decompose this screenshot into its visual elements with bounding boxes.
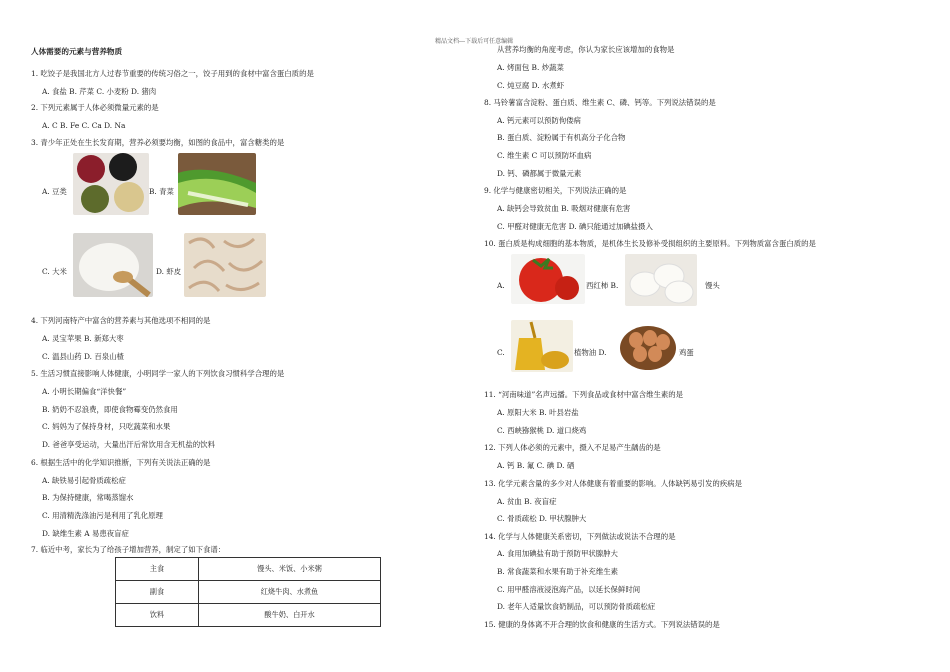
menu-category: 饮料 <box>116 604 199 627</box>
greens-icon <box>178 153 256 215</box>
image-option-label: 馒头 <box>705 281 720 290</box>
answer-option: B. 常食蔬菜和水果有助于补充维生素 <box>497 567 618 576</box>
answer-option: D. 爸爸享受运动，大量出汗后常饮用含无机盐的饮料 <box>42 440 215 449</box>
egg-icon <box>618 320 678 372</box>
greens-image <box>178 153 256 215</box>
answer-option: B. 蛋白质、淀粉属于有机高分子化合物 <box>497 133 626 142</box>
question-text: 15. 健康的身体离不开合理的饮食和健康的生活方式。下列说法错误的是 <box>484 620 720 629</box>
rice-image <box>73 233 153 297</box>
question-text: 11. “河南味道”名声远播。下列食品或食材中富含维生素的是 <box>484 390 684 399</box>
image-option-label: A. <box>497 281 505 290</box>
answer-option: A. 贫血 B. 夜盲症 <box>497 497 557 506</box>
steamed-buns-image <box>625 254 697 306</box>
answer-option: C. 维生素 C 可以预防坏血病 <box>497 151 592 160</box>
question-text: 6. 根据生活中的化学知识推断，下列有关说法正确的是 <box>31 458 211 467</box>
eggs-image <box>618 320 678 372</box>
menu-row <box>116 558 381 581</box>
menu-items: 红烧牛肉、水煮鱼 <box>199 581 381 604</box>
image-option-label: 西红柿 B. <box>586 281 619 290</box>
answer-option: A. 小明长期偏食“洋快餐” <box>42 387 127 396</box>
tomato-image <box>511 254 585 304</box>
answer-option: B. 奶奶不忍浪费，即使食物霉变仍然食用 <box>42 405 178 414</box>
question-text: 5. 生活习惯直接影响人体健康，小明同学一家人的下列饮食习惯科学合理的是 <box>31 369 285 378</box>
answer-option: A. C B. Fe C. Ca D. Na <box>42 121 126 130</box>
answer-option: 从营养均衡的角度考虑，你认为家长应该增加的食物是 <box>497 45 675 54</box>
question-text: 10. 蛋白质是构成细胞的基本物质，是机体生长及修补受损组织的主要原料。下列物质富含蛋白质的是 <box>484 239 816 248</box>
image-option-label: B. 青菜 <box>149 187 174 196</box>
question-text: 13. 化学元素含量的多少对人体健康有着重要的影响。人体缺钙易引发的疾病是 <box>484 479 742 488</box>
answer-option: C. 用甲醛溶液浸泡海产品，以延长保鲜时间 <box>497 585 641 594</box>
question-text: 9. 化学与健康密切相关，下列说法正确的是 <box>484 186 627 195</box>
question-text: 2. 下列元素属于人体必须微量元素的是 <box>31 103 159 112</box>
question-text: 8. 马铃薯富含淀粉、蛋白质、维生素 C、磷、钙等。下列说法错误的是 <box>484 98 716 107</box>
answer-option: D. 老年人适量饮食奶制品，可以预防骨质疏松症 <box>497 602 656 611</box>
question-text: 12. 下列人体必须的元素中，摄入不足易产生龋齿的是 <box>484 443 661 452</box>
image-option-label: C. <box>497 348 505 357</box>
answer-option: A. 烤面包 B. 炒蔬菜 <box>497 63 564 72</box>
answer-option: B. 为保持健康，常喝蒸馏水 <box>42 493 134 502</box>
question-text: 7. 临近中考，家长为了给孩子增加营养，制定了如下食谱： <box>31 545 226 554</box>
menu-items: 酸牛奶、白开水 <box>199 604 381 627</box>
menu-items: 馒头、米饭、小米粥 <box>199 558 381 581</box>
answer-option: A. 食用加碘盐有助于预防甲状腺肿大 <box>497 549 618 558</box>
menu-category: 副食 <box>116 581 199 604</box>
answer-option: A. 缺钙会导致贫血 B. 吸烟对健康有危害 <box>497 204 631 213</box>
question-text: 3. 青少年正处在生长发育期，营养必须要均衡，如图的食品中，富含糖类的是 <box>31 138 285 147</box>
answer-option: C. 妈妈为了保持身材，只吃蔬菜和水果 <box>42 422 171 431</box>
beans-image <box>73 153 149 215</box>
menu-table <box>115 557 381 627</box>
answer-option: C. 甲醛对健康无危害 D. 碘只能通过加碘盐摄入 <box>497 222 653 231</box>
answer-option: C. 炖豆腐 D. 水煮虾 <box>497 81 565 90</box>
image-option-label: 鸡蛋 <box>679 348 694 357</box>
menu-row <box>116 581 381 604</box>
dried-shrimp-image <box>184 233 266 297</box>
menu-row <box>116 604 381 627</box>
answer-option: D. 钙、磷都属于微量元素 <box>497 169 582 178</box>
answer-option: C. 温县山药 D. 百泉山楂 <box>42 352 124 361</box>
question-text: 14. 化学与人体健康关系密切，下列做法或说法不合理的是 <box>484 532 676 541</box>
question-text: 1. 吃饺子是我国北方人过春节重要的传统习俗之一，饺子用到的食材中富含蛋白质的是 <box>31 69 314 78</box>
oil-icon <box>511 320 573 372</box>
answer-option: A. 钙 B. 氟 C. 碘 D. 硒 <box>497 461 575 470</box>
doc-title: 人体需要的元素与营养物质 <box>31 47 123 56</box>
answer-option: D. 缺维生素 A 易患夜盲症 <box>42 529 129 538</box>
answer-option: A. 食盐 B. 芹菜 C. 小麦粉 D. 猪肉 <box>42 87 157 96</box>
bun-icon <box>625 254 697 306</box>
vegetable-oil-image <box>511 320 573 372</box>
rice-icon <box>73 233 153 297</box>
answer-option: C. 骨质疏松 D. 甲状腺肿大 <box>497 514 587 523</box>
menu-category: 主食 <box>116 558 199 581</box>
answer-option: C. 西峡猕猴桃 D. 道口烧鸡 <box>497 426 587 435</box>
image-option-label: 植物油 D. <box>574 348 607 357</box>
answer-option: C. 用清精洗涤油污是利用了乳化原理 <box>42 511 163 520</box>
answer-option: A. 钙元素可以预防佝偻病 <box>497 116 581 125</box>
image-option-label: A. 豆类 <box>42 187 67 196</box>
image-option-label: D. 虾皮 <box>156 267 182 276</box>
answer-option: A. 原阳大米 B. 叶县岩盐 <box>497 408 579 417</box>
question-text: 4. 下列河南特产中富含的营养素与其他选项不相同的是 <box>31 316 211 325</box>
beans-icon <box>73 153 149 215</box>
answer-option: A. 灵宝苹果 B. 新郑大枣 <box>42 334 124 343</box>
image-option-label: C. 大米 <box>42 267 67 276</box>
shrimp-icon <box>184 233 266 297</box>
tomato-icon <box>511 254 585 304</box>
page-header: 精品文档---下载后可任意编辑 <box>435 38 514 45</box>
answer-option: A. 缺铁易引起骨质疏松症 <box>42 476 126 485</box>
